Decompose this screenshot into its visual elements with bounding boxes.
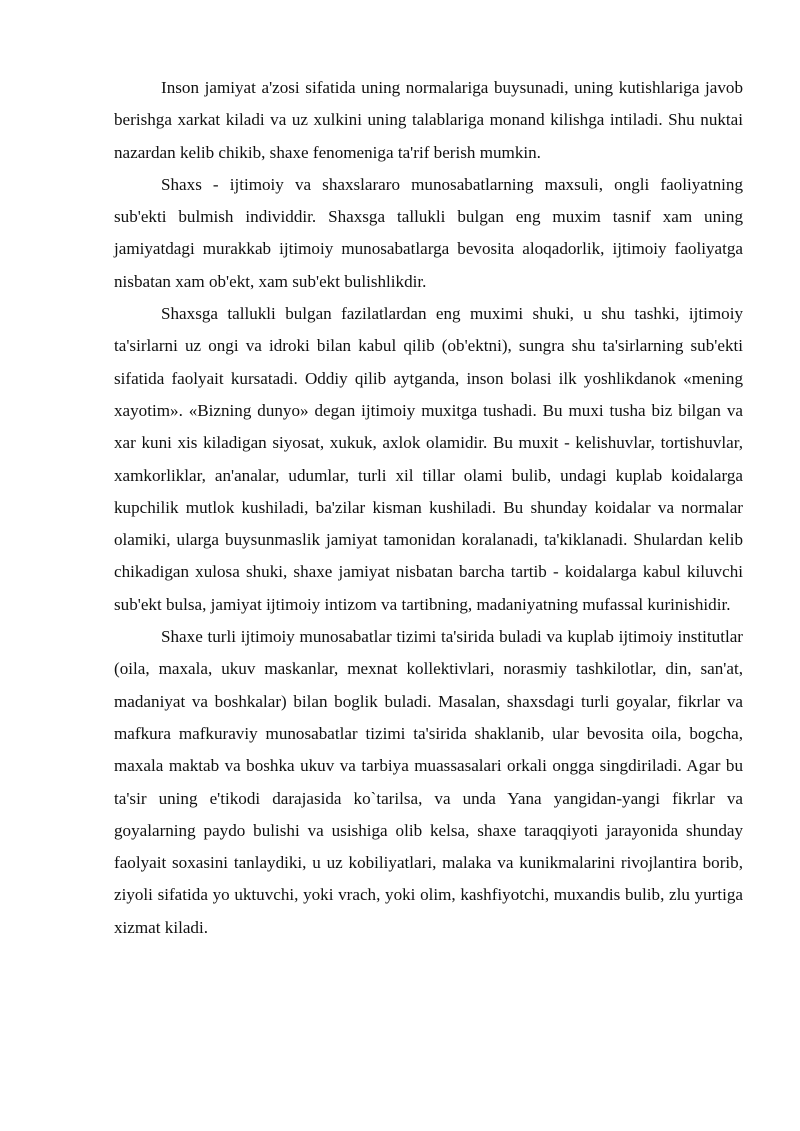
paragraph-4: Shaxe turli ijtimoiy munosabatlar tizimi ta'sirida buladi va kuplab ijtimoiy institutlar (oila, maxala, ukuv maskanlar, mexnat kollektivlari, norasmiy tashkilotlar, din, san'at, madaniyat va boshkalar) bilan boglik buladi. Masalan, shaxsdagi turli goyalar, fikrlar va mafkura mafkuraviy munosabatlar tizimi ta'sirida shaklanib, ular bevosita oila, bogcha, maxala maktab va boshka ukuv va tarbiya muassasalari orkali ongga singdiriladi. Agar bu ta'sir uning e'tikodi darajasida ko`tarilsa, va unda Yana yangidan-yangi fikrlar va goyalarning paydo bulishi va usishiga olib kelsa, shaxe taraqqiyoti jarayonida shunday faolyait soxasini tanlaydiki, u uz kobiliyatlari, malaka va kunikmalarini rivojlantira borib, ziyoli sifatida yo uktuvchi, yoki vrach, yoki olim, kashfiyotchi, muxandis bulib, zlu yurtiga xizmat kiladi. — [114, 627, 743, 937]
document-page — [114, 72, 743, 944]
paragraph-1: Inson jamiyat a'zosi sifatida uning normalariga buysunadi, uning kutishlariga javob berishga xarkat kiladi va uz xulkini uning talablariga monand kilishga intiladi. Shu nuktai nazardan kelib chikib, shaxe fenomeniga ta'rif berish mumkin. — [114, 78, 743, 162]
paragraph-3: Shaxsga tallukli bulgan fazilatlardan eng muximi shuki, u shu tashki, ijtimoiy ta'sirlarni uz ongi va idroki bilan kabul qilib (ob'ektni), sungra shu ta'sirlarning sub'ekti sifatida faolyait kursatadi. Oddiy qilib aytganda, inson bolasi ilk yoshlikdanok «mening xayotim». «Bizning dunyo» degan ijtimoiy muxitga tushadi. Bu muxi tusha biz bilgan va xar kuni xis kiladigan siyosat, xukuk, axlok olamidir. Bu muxit - kelishuvlar, tortishuvlar, xamkorliklar, an'analar, udumlar, turli xil tillar olami bulib, undagi kuplab koidalarga kupchilik mutlok kushiladi, ba'zilar kisman kushiladi. Bu shunday koidalar va normalar olamiki, ularga buysunmaslik jamiyat tamonidan koralanadi, ta'kiklanadi. Shulardan kelib chikadigan xulosa shuki, shaxe jamiyat nisbatan barcha tartib - koidalarga kabul kiluvchi sub'ekt bulsa, jamiyat ijtimoiy intizom va tartibning, madaniyatning mufassal kurinishidir. — [114, 304, 743, 614]
paragraph-2: Shaxs - ijtimoiy va shaxslararo munosabatlarning maxsuli, ongli faoliyatning sub'ekti bulmish individdir. Shaxsga tallukli bulgan eng muxim tasnif xam uning jamiyatdagi murakkab ijtimoiy munosabatlarga bevosita aloqadorlik, ijtimoiy faoliyatga nisbatan xam ob'ekt, xam sub'ekt bulishlikdir. — [114, 174, 743, 291]
